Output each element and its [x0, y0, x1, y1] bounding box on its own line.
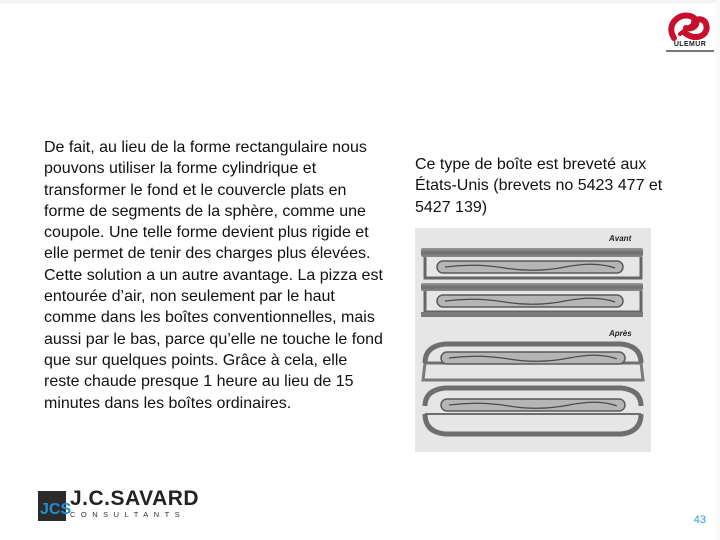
box-before-top [421, 248, 643, 278]
company-subtitle: CONSULTANTS [70, 510, 186, 519]
label-before: Avant [609, 234, 632, 243]
box-after-top [423, 344, 643, 380]
left-paragraph-1: De fait, au lieu de la forme rectangulaire nous pouvons utiliser la forme cylindrique et transformer le fond et le couvercle plats en forme de segments de la sphère, comme une coupole. Une telle forme devient plus rigide et elle permet de tenir des charges plus élevées. [44, 139, 371, 263]
right-border [716, 0, 720, 540]
pizza-box-figure [415, 228, 651, 452]
right-paragraph: Ce type de boîte est breveté aux États-Unis (brevets no 5423 477 et 5427 139) [415, 156, 663, 216]
pizza-box-drawing [415, 228, 651, 452]
brand-logo-underline [666, 50, 714, 52]
page-number: 43 [693, 514, 706, 526]
left-paragraph-2: Cette solution a un autre avantage. La pizza est entourée d’air, non seulement par le haut comme dans les boîtes conventionnelles, mais aussi par le bas, parce qu’elle ne touche le fond que sur quelques points. Grâce à cela, elle reste chaude presque 1 heure au lieu de 15 minutes dans les boîtes ordinaires. [44, 266, 383, 412]
jcs-logo-letters: JCS [40, 501, 72, 518]
box-after-bottom [425, 388, 641, 434]
left-text-block [44, 137, 384, 414]
brand-logo-text: ULEMUR [673, 41, 707, 48]
label-after: Après [609, 329, 632, 338]
top-border [0, 0, 720, 3]
box-before-bottom [421, 283, 643, 317]
company-name: J.C.SAVARD [70, 487, 200, 510]
